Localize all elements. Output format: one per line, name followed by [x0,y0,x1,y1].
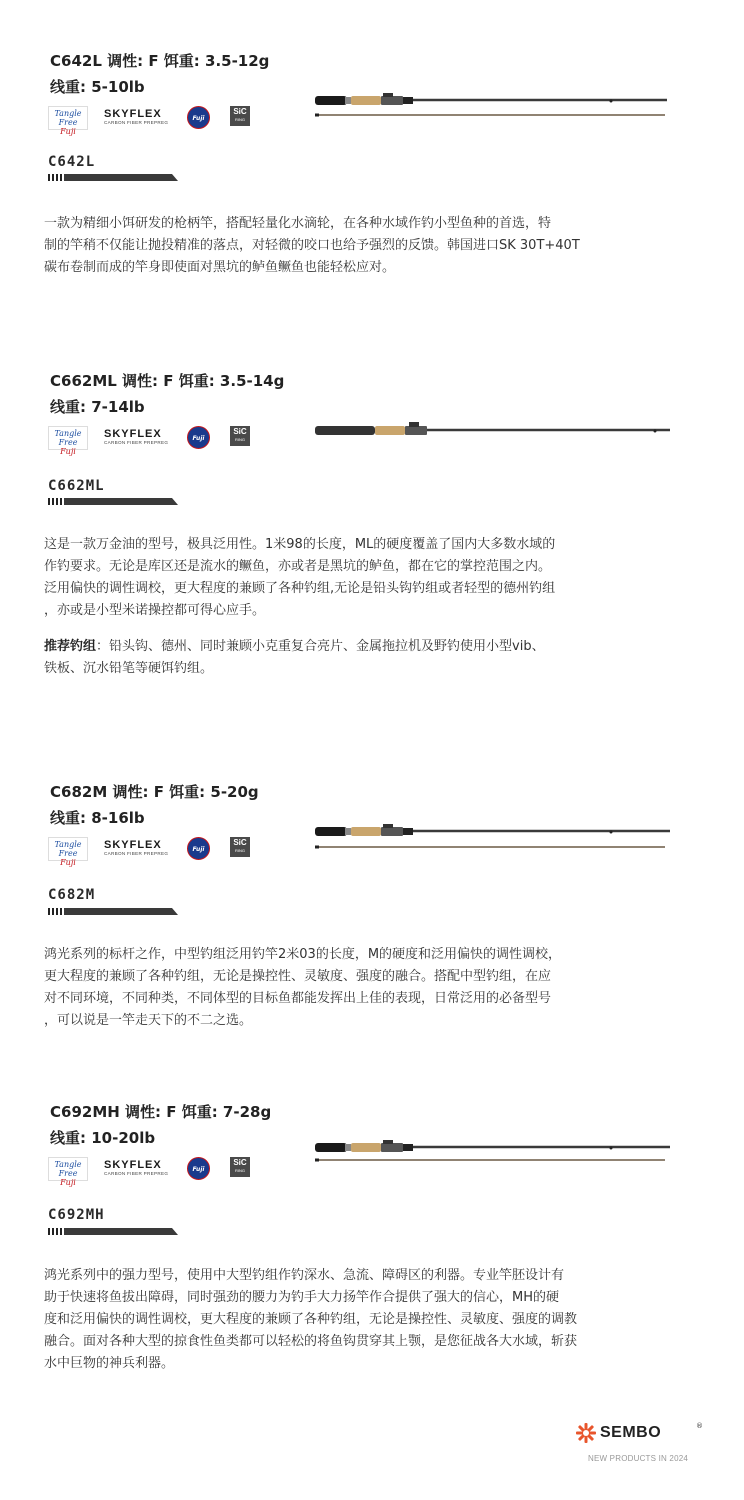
skyflex-logo: SKYFLEX CARBON FIBER PREPREG [104,428,169,445]
sic-ring-logo: SiC RING [230,837,250,857]
fuji-logo: Fuji [187,837,210,860]
spec-line-1: C662ML 调性: F 饵重: 3.5-14g [50,372,285,390]
feature-logos [48,426,258,456]
spec-line-2: 线重: 5-10lb [50,78,145,96]
recommended-rigs: 推荐钓组：铅头钩、德州、同时兼顾小克重复合亮片、金属拖拉机及野钓使用小型vib、 [44,639,545,654]
product-description: 这是一款万金油的型号，极具泛用性。1米98的长度，ML的硬度覆盖了国内大多数水域的 作钓要求。无论是库区还是流水的鳜鱼，亦或者是黑坑的鲈鱼，都在它的掌控范围之内。 泛用偏快的调性调校，更大程度的兼顾了各种钓组,无论是铅头钩钓组或者轻型的德州钓组 ，亦或是小型米诺操控都可得心应手。 推荐钓组：铅头钩、德州、同时兼顾小克重复合亮片、金属拖拉机及野钓使用小型vib、 铁板、沉水铅笔等硬饵钓组。 [44,534,704,680]
brand-name: SEMBO [600,1424,662,1441]
model-underline-bar [48,1228,178,1235]
spec-line-2: 线重: 8-16lb [50,809,145,827]
product-description: 鸿光系列的标杆之作，中型钓组泛用钓竿2米03的长度，M的硬度和泛用偏快的调性调校， 更大程度的兼顾了各种钓组，无论是操控性、灵敏度、强度的融合。搭配中型钓组，在应 对不同环境，不同种类，不同体型的目标鱼都能发挥出上佳的表现，日常泛用的必备型号 ，可以说是一竿走天下的不二之选。 [44,947,562,1028]
product-section-c642l [0,50,744,390]
feature-logos [48,106,258,136]
feature-logos [48,1157,258,1187]
sembo-star-icon [576,1423,596,1443]
tangle-free-logo: Tangle Free Fuji [48,106,88,130]
model-name: C692MH [48,1207,105,1223]
model-underline-bar [48,498,178,505]
fishing-rod-image [315,1139,675,1173]
registered-mark: ® [696,1422,703,1430]
fishing-rod-image [315,819,675,853]
tangle-free-logo: Tangle Free Fuji [48,837,88,861]
model-underline-bar [48,174,178,181]
sic-ring-logo: SiC RING [230,426,250,446]
product-section-c682m [0,781,744,1121]
skyflex-logo: SKYFLEX CARBON FIBER PREPREG [104,1159,169,1176]
fuji-logo: Fuji [187,106,210,129]
tangle-free-logo: Tangle Free Fuji [48,1157,88,1181]
model-underline-bar [48,908,178,915]
fuji-logo: Fuji [187,426,210,449]
spec-line-2: 线重: 10-20lb [50,1129,156,1147]
product-section-c662ml [0,370,744,710]
product-section-c692mh [0,1101,744,1441]
model-name: C682M [48,887,96,903]
sembo-logo [576,1422,716,1446]
fuji-logo: Fuji [187,1157,210,1180]
skyflex-logo: SKYFLEX CARBON FIBER PREPREG [104,108,169,125]
spec-line-1: C692MH 调性: F 饵重: 7-28g [50,1103,272,1121]
skyflex-logo: SKYFLEX CARBON FIBER PREPREG [104,839,169,856]
sic-ring-logo: SiC RING [230,106,250,126]
product-description: 一款为精细小饵研发的枪柄竿，搭配轻量化水滴轮，在各种水域作钓小型鱼种的首选，特 制的竿稍不仅能让抛投精准的落点，对轻微的咬口也给予强烈的反馈。韩国进口SK 30T+40T 碳布卷制而成的竿身即使面对黑坑的鲈鱼鳜鱼也能轻松应对。 [44,216,580,275]
sic-ring-logo: SiC RING [230,1157,250,1177]
fishing-rod-image [315,408,675,442]
model-name: C662ML [48,478,105,494]
product-description: 鸿光系列中的强力型号，使用中大型钓组作钓深水、急流、障碍区的利器。专业竿胚设计有 助于快速将鱼拔出障碍，同时强劲的腰力为钓手大力扬竿作合提供了强大的信心，MH的硬 度和泛用偏快的调性调校，更大程度的兼顾了各种钓组，无论是操控性、灵敏度、强度的调教 融合。面对各种大型的掠食性鱼类都可以轻松的将鱼钩贯穿其上颚，是您征战各大水域，斩获 水中巨物的神兵利器。 [44,1268,578,1371]
spec-line-2: 线重: 7-14lb [50,398,145,416]
spec-line-1: C642L 调性: F 饵重: 3.5-12g [50,52,270,70]
fishing-rod-image [315,88,675,122]
model-name: C642L [48,154,96,170]
brand-tagline: NEW PRODUCTS IN 2024 [588,1454,689,1463]
spec-line-1: C682M 调性: F 饵重: 5-20g [50,783,259,801]
tangle-free-logo: Tangle Free Fuji [48,426,88,450]
feature-logos [48,837,258,867]
